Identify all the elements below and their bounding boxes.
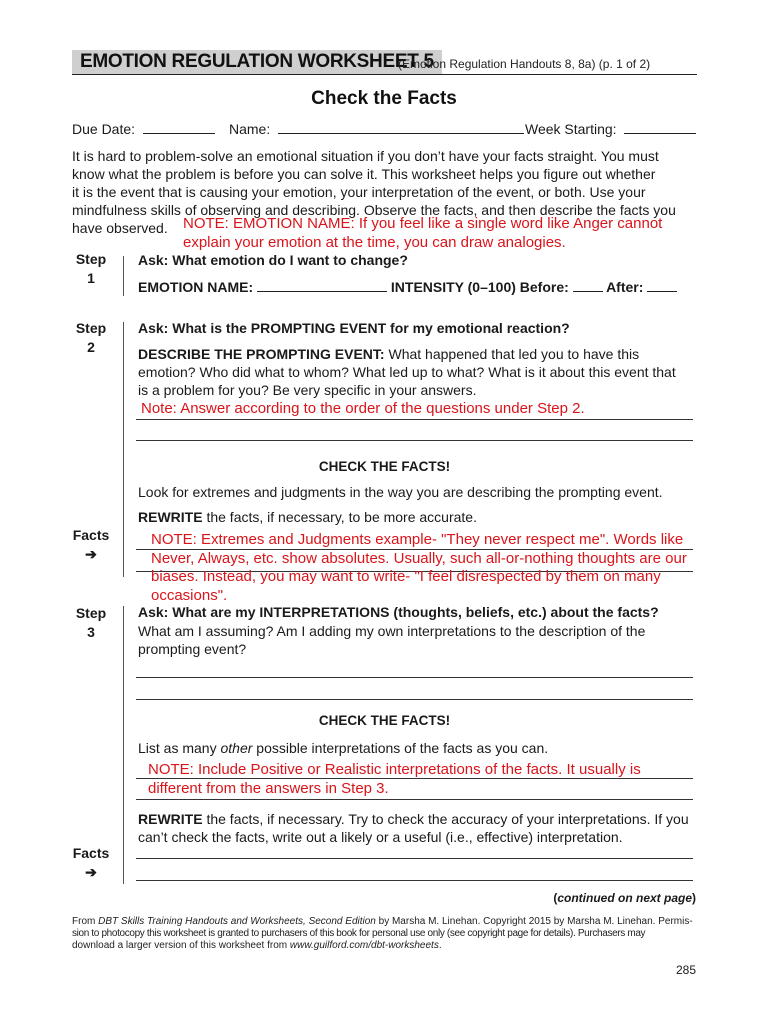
step-3-brace (123, 606, 124, 884)
intensity-before-blank[interactable] (573, 291, 603, 292)
intensity-after-blank[interactable] (647, 291, 677, 292)
step-2-label: Step 2 (75, 320, 107, 355)
note-emotion-name-1: NOTE: EMOTION NAME: If you feel like a single word like Anger cannot (183, 215, 663, 232)
page-title: Check the Facts (311, 88, 457, 109)
worksheet-title: EMOTION REGULATION WORKSHEET 5 (72, 50, 442, 74)
rewrite-instruction-2: REWRITE the facts, if necessary. Try to check the accuracy of your interpretations. If you can’t check the facts, write out a likely or a useful (i.e., effective) interpretation. (138, 811, 689, 845)
note-extremes: NOTE: Extremes and Judgments example- "They never respect me". Words like Never, Always, etc. show absolutes. Usually, such all-or-nothing thoughts are our biases. Instead, you may want to write- "I feel disrespected by them on many occasions". (151, 531, 687, 604)
emotion-name-field[interactable] (138, 279, 677, 295)
answer-line[interactable] (136, 880, 693, 881)
step-2-question: Ask: What is the PROMPTING EVENT for my emotional reaction? (138, 320, 570, 336)
worksheet-url[interactable]: www.guilford.com/dbt-worksheets (289, 940, 439, 951)
note-step-2: Note: Answer according to the order of the questions under Step 2. (141, 400, 585, 417)
name-label: Name: (229, 121, 271, 137)
answer-line[interactable] (136, 778, 693, 779)
intro-line: know what the problem is before you can solve it. This worksheet helps you figure out whether (72, 166, 656, 182)
week-starting-label: Week Starting: (525, 121, 617, 137)
list-other-interpretations: List as many other possible interpretations of the facts as you can. (138, 740, 549, 756)
due-date-field[interactable] (72, 121, 215, 137)
rewrite-instruction-1: REWRITE the facts, if necessary, to be more accurate. (138, 509, 477, 525)
answer-line[interactable] (136, 677, 693, 678)
look-for-extremes: Look for extremes and judgments in the way you are describing the prompting event. (138, 484, 663, 500)
continued-note: (continued on next page) (553, 891, 696, 905)
check-facts-heading: CHECK THE FACTS! (318, 713, 451, 728)
emotion-name-label: EMOTION NAME: (138, 279, 254, 295)
handout-reference: (Emotion Regulation Handouts 8, 8a) (p. 1 of 2) (398, 57, 651, 71)
step-1-brace (123, 256, 124, 296)
step-1-question: Ask: What emotion do I want to change? (138, 252, 408, 268)
due-date-label: Due Date: (72, 121, 136, 137)
step-3-question: Ask: What are my INTERPRETATIONS (thoughts, beliefs, etc.) about the facts? (138, 604, 659, 620)
intensity-before-label: INTENSITY (0–100) Before: (390, 279, 569, 295)
week-starting-field[interactable] (525, 121, 696, 137)
page-number: 285 (675, 963, 696, 977)
intro-line: it is the event that is causing your emotion, your interpretation of the event, or both. Use your (72, 184, 646, 200)
answer-line[interactable] (136, 858, 693, 859)
step-3-label: Step 3 (75, 605, 107, 640)
answer-line[interactable] (136, 440, 693, 441)
intro-line: It is hard to problem-solve an emotional situation if you don’t have your facts straight. You must (72, 148, 659, 164)
copyright-footer: From DBT Skills Training Handouts and Worksheets, Second Edition by Marsha M. Linehan. Copyright 2015 by Marsha M. Linehan. Permis- sion to photocopy this worksheet is granted to purchasers of this book for personal use only (see copyright page for details). Purchasers may download a larger version of this worksheet from www.guilford.com/dbt-worksheets. (72, 916, 693, 951)
step-1-label: Step 1 (75, 251, 107, 286)
step-3-prompt: What am I assuming? Am I adding my own interpretations to the description of the prompting event? (138, 623, 646, 657)
arrow-icon: ➔ (85, 546, 97, 562)
describe-prompting-event: DESCRIBE THE PROMPTING EVENT: What happened that led you to have this emotion? Who did what to whom? What led up to what? What is it about this event that is a problem for you? Be very specific in your answers. (138, 346, 676, 398)
arrow-icon: ➔ (85, 864, 97, 880)
intro-line: mindfulness skills of observing and describing. Observe the facts, and then describe the facts you (72, 202, 676, 218)
answer-line[interactable] (136, 799, 693, 800)
note-emotion-name-2: explain your emotion at the time, you can draw analogies. (183, 234, 566, 251)
answer-line[interactable] (136, 419, 693, 420)
check-facts-heading: CHECK THE FACTS! (318, 459, 451, 474)
answer-line[interactable] (136, 699, 693, 700)
emotion-name-blank[interactable] (257, 291, 387, 292)
facts-label-2: Facts ➔ (72, 845, 110, 880)
week-starting-blank[interactable] (624, 133, 696, 134)
step-2-brace (123, 322, 124, 577)
due-date-blank[interactable] (143, 133, 215, 134)
name-blank[interactable] (278, 133, 524, 134)
intro-line: have observed. (72, 220, 168, 236)
name-field[interactable] (229, 121, 524, 137)
intensity-after-label: After: (606, 279, 644, 295)
note-interpretations: NOTE: Include Positive or Realistic interpretations of the facts. It usually is different from the answers in Step 3. (148, 761, 641, 797)
facts-label-1: Facts ➔ (72, 527, 110, 562)
